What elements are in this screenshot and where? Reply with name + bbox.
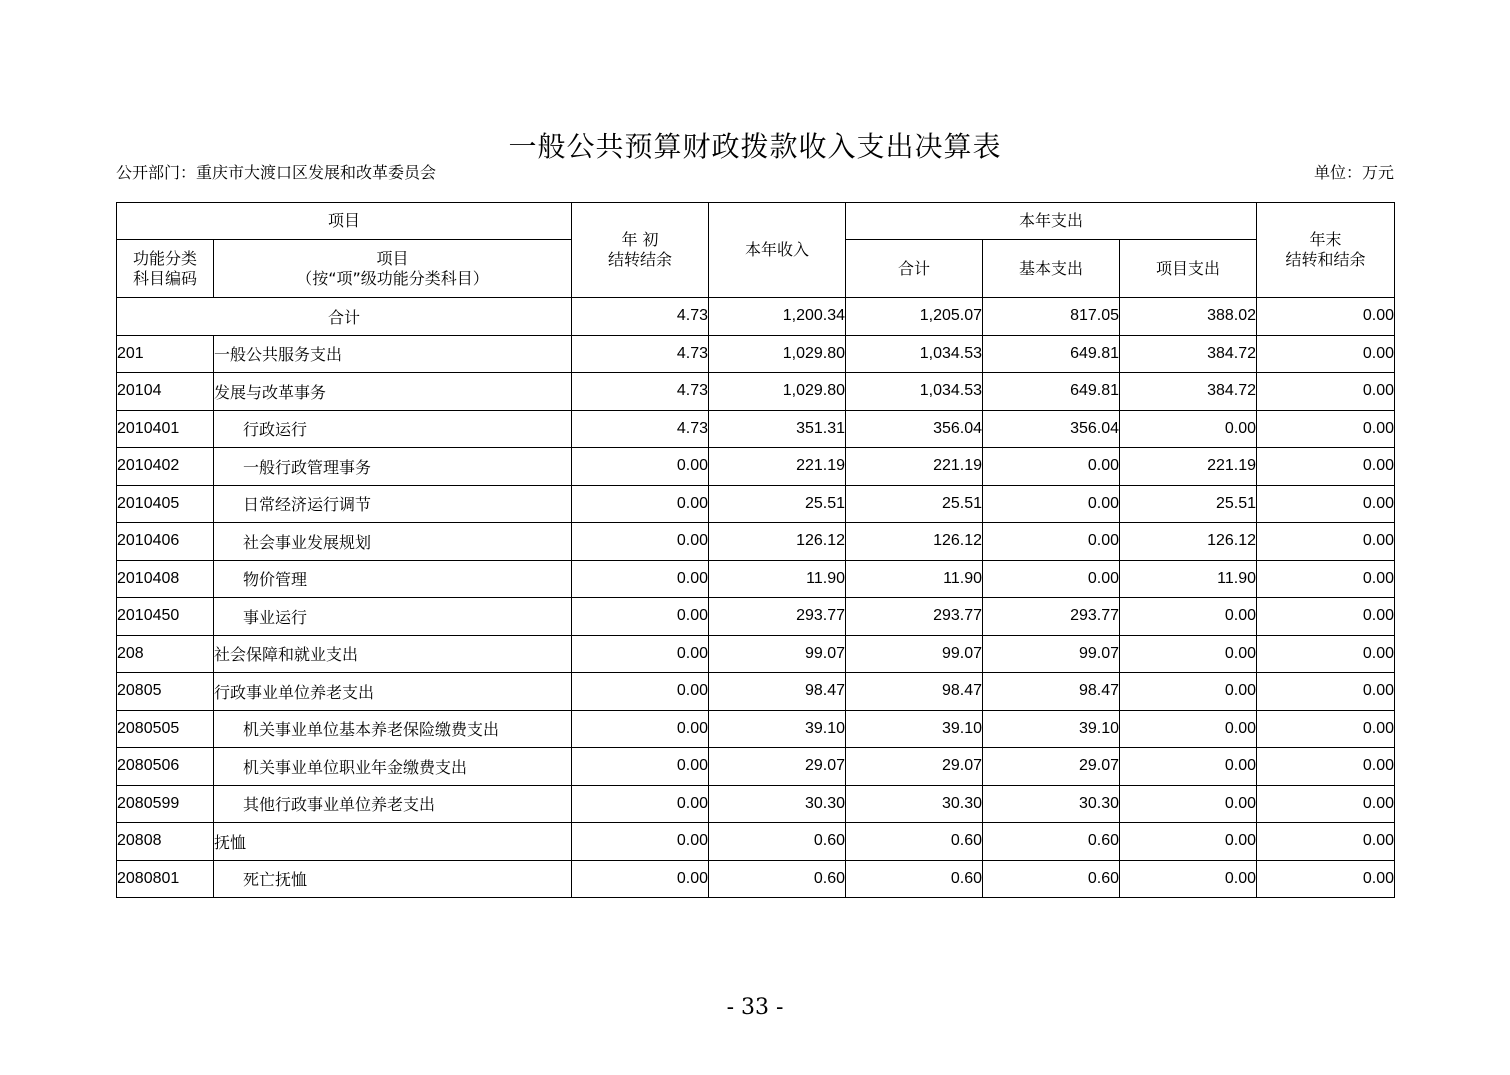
budget-table (116, 202, 1395, 898)
row-name: 抚恤 (214, 823, 572, 861)
row-begin: 0.00 (572, 523, 709, 561)
row-income: 1,029.80 (709, 335, 846, 373)
row-code: 2010450 (117, 598, 214, 636)
table-row (117, 673, 1395, 711)
row-exp-basic: 98.47 (983, 673, 1120, 711)
row-code: 208 (117, 635, 214, 673)
row-exp-total: 0.60 (846, 823, 983, 861)
row-exp-basic: 0.00 (983, 560, 1120, 598)
row-exp-project: 0.00 (1120, 823, 1257, 861)
header-expense: 本年支出 (846, 203, 1257, 240)
row-begin: 0.00 (572, 635, 709, 673)
table-row (117, 710, 1395, 748)
row-end: 0.00 (1257, 485, 1395, 523)
row-income: 221.19 (709, 448, 846, 486)
row-end: 0.00 (1257, 860, 1395, 898)
row-exp-project: 11.90 (1120, 560, 1257, 598)
table-row (117, 560, 1395, 598)
row-begin: 0.00 (572, 860, 709, 898)
header-end-line1: 年末 (1309, 230, 1342, 249)
row-name: 日常经济运行调节 (214, 485, 572, 523)
header-item-name-line2: （按“项”级功能分类科目） (296, 268, 489, 288)
row-code: 201 (117, 335, 214, 373)
unit-label: 单位：万元 (1313, 163, 1394, 182)
row-name: 社会保障和就业支出 (214, 635, 572, 673)
row-end: 0.00 (1257, 748, 1395, 786)
row-exp-project: 0.00 (1120, 635, 1257, 673)
row-name: 行政运行 (214, 410, 572, 448)
table-row (117, 523, 1395, 561)
row-code: 2080801 (117, 860, 214, 898)
row-end: 0.00 (1257, 448, 1395, 486)
header-begin-line2: 结转结余 (608, 250, 673, 269)
row-name: 一般行政管理事务 (214, 448, 572, 486)
row-income: 351.31 (709, 410, 846, 448)
row-code: 2080505 (117, 710, 214, 748)
header-exp-project: 项目支出 (1120, 240, 1257, 298)
table-row (117, 335, 1395, 373)
row-exp-total: 1,034.53 (846, 335, 983, 373)
row-exp-total: 1,034.53 (846, 373, 983, 411)
row-begin: 0.00 (572, 598, 709, 636)
row-exp-project: 0.00 (1120, 748, 1257, 786)
row-exp-total: 293.77 (846, 598, 983, 636)
row-end: 0.00 (1257, 410, 1395, 448)
row-name: 物价管理 (214, 560, 572, 598)
table-row (117, 485, 1395, 523)
table-row (117, 598, 1395, 636)
row-exp-basic: 293.77 (983, 598, 1120, 636)
row-exp-basic: 0.00 (983, 448, 1120, 486)
table-row (117, 785, 1395, 823)
row-name: 机关事业单位基本养老保险缴费支出 (214, 710, 572, 748)
row-name: 行政事业单位养老支出 (214, 673, 572, 711)
row-end: 0.00 (1257, 710, 1395, 748)
row-exp-total: 11.90 (846, 560, 983, 598)
row-name: 一般公共服务支出 (214, 335, 572, 373)
row-exp-basic: 0.60 (983, 823, 1120, 861)
row-begin: 0.00 (572, 673, 709, 711)
row-end: 0.00 (1257, 598, 1395, 636)
header-func-code (117, 240, 214, 298)
row-income: 30.30 (709, 785, 846, 823)
row-begin: 0.00 (572, 823, 709, 861)
row-end: 0.00 (1257, 823, 1395, 861)
total-row (117, 298, 1395, 336)
header-exp-basic: 基本支出 (983, 240, 1120, 298)
row-exp-basic: 0.00 (983, 523, 1120, 561)
row-exp-project: 384.72 (1120, 335, 1257, 373)
row-exp-total: 98.47 (846, 673, 983, 711)
row-exp-project: 0.00 (1120, 710, 1257, 748)
header-exp-total: 合计 (846, 240, 983, 298)
row-income: 293.77 (709, 598, 846, 636)
row-income: 39.10 (709, 710, 846, 748)
row-end: 0.00 (1257, 523, 1395, 561)
row-begin: 0.00 (572, 485, 709, 523)
row-exp-total: 39.10 (846, 710, 983, 748)
row-end: 0.00 (1257, 673, 1395, 711)
row-exp-basic: 30.30 (983, 785, 1120, 823)
row-code: 2010405 (117, 485, 214, 523)
table-row (117, 823, 1395, 861)
table-row (117, 373, 1395, 411)
row-code: 20808 (117, 823, 214, 861)
row-begin: 0.00 (572, 748, 709, 786)
row-income: 11.90 (709, 560, 846, 598)
row-income: 0.60 (709, 823, 846, 861)
row-code: 2080599 (117, 785, 214, 823)
header-end-balance (1257, 203, 1395, 298)
header-begin-balance (572, 203, 709, 298)
total-label: 合计 (117, 298, 572, 336)
row-exp-total: 99.07 (846, 635, 983, 673)
header-income: 本年收入 (709, 203, 846, 298)
row-end: 0.00 (1257, 560, 1395, 598)
row-begin: 4.73 (572, 373, 709, 411)
row-name: 死亡抚恤 (214, 860, 572, 898)
row-income: 1,029.80 (709, 373, 846, 411)
row-exp-project: 0.00 (1120, 673, 1257, 711)
row-name: 机关事业单位职业年金缴费支出 (214, 748, 572, 786)
row-exp-project: 384.72 (1120, 373, 1257, 411)
table-row (117, 448, 1395, 486)
department-label: 公开部门：重庆市大渡口区发展和改革委员会 (116, 163, 437, 182)
row-end: 0.00 (1257, 785, 1395, 823)
header-begin-line1: 年 初 (621, 230, 659, 249)
row-income: 99.07 (709, 635, 846, 673)
row-income: 0.60 (709, 860, 846, 898)
row-exp-total: 29.07 (846, 748, 983, 786)
row-exp-project: 0.00 (1120, 785, 1257, 823)
total-exp-basic: 817.05 (983, 298, 1120, 336)
header-func-code-line1: 功能分类 (132, 248, 197, 268)
total-exp-total: 1,205.07 (846, 298, 983, 336)
row-exp-total: 0.60 (846, 860, 983, 898)
page-title: 一般公共预算财政拨款收入支出决算表 (508, 130, 1002, 163)
row-exp-total: 356.04 (846, 410, 983, 448)
row-name: 事业运行 (214, 598, 572, 636)
row-begin: 0.00 (572, 710, 709, 748)
row-exp-basic: 356.04 (983, 410, 1120, 448)
table-row (117, 635, 1395, 673)
row-exp-basic: 649.81 (983, 373, 1120, 411)
row-exp-project: 0.00 (1120, 410, 1257, 448)
row-exp-basic: 0.00 (983, 485, 1120, 523)
total-income: 1,200.34 (709, 298, 846, 336)
total-end: 0.00 (1257, 298, 1395, 336)
row-name: 社会事业发展规划 (214, 523, 572, 561)
row-begin: 0.00 (572, 560, 709, 598)
row-begin: 0.00 (572, 785, 709, 823)
row-code: 2080506 (117, 748, 214, 786)
row-income: 29.07 (709, 748, 846, 786)
row-exp-basic: 39.10 (983, 710, 1120, 748)
row-exp-total: 221.19 (846, 448, 983, 486)
total-begin: 4.73 (572, 298, 709, 336)
row-income: 126.12 (709, 523, 846, 561)
row-income: 98.47 (709, 673, 846, 711)
header-func-code-line2: 科目编码 (132, 268, 197, 288)
page-number: - 33 - (726, 995, 784, 1020)
row-code: 20104 (117, 373, 214, 411)
row-exp-project: 0.00 (1120, 860, 1257, 898)
row-exp-total: 25.51 (846, 485, 983, 523)
row-exp-project: 0.00 (1120, 598, 1257, 636)
row-income: 25.51 (709, 485, 846, 523)
row-code: 2010406 (117, 523, 214, 561)
header-end-line2: 结转和结余 (1285, 250, 1366, 269)
header-item-name (214, 240, 572, 298)
row-exp-total: 126.12 (846, 523, 983, 561)
row-end: 0.00 (1257, 373, 1395, 411)
row-begin: 4.73 (572, 335, 709, 373)
row-exp-basic: 649.81 (983, 335, 1120, 373)
row-end: 0.00 (1257, 335, 1395, 373)
row-code: 2010401 (117, 410, 214, 448)
row-exp-project: 25.51 (1120, 485, 1257, 523)
row-end: 0.00 (1257, 635, 1395, 673)
row-name: 发展与改革事务 (214, 373, 572, 411)
table-row (117, 748, 1395, 786)
row-begin: 4.73 (572, 410, 709, 448)
row-exp-project: 126.12 (1120, 523, 1257, 561)
header-item: 项目 (117, 203, 572, 240)
header-item-name-line1: 项目 (376, 248, 409, 268)
row-code: 20805 (117, 673, 214, 711)
row-exp-basic: 29.07 (983, 748, 1120, 786)
row-begin: 0.00 (572, 448, 709, 486)
row-code: 2010408 (117, 560, 214, 598)
row-exp-basic: 99.07 (983, 635, 1120, 673)
table-row (117, 860, 1395, 898)
row-code: 2010402 (117, 448, 214, 486)
row-exp-total: 30.30 (846, 785, 983, 823)
table-row (117, 410, 1395, 448)
row-name: 其他行政事业单位养老支出 (214, 785, 572, 823)
row-exp-basic: 0.60 (983, 860, 1120, 898)
total-exp-project: 388.02 (1120, 298, 1257, 336)
row-exp-project: 221.19 (1120, 448, 1257, 486)
